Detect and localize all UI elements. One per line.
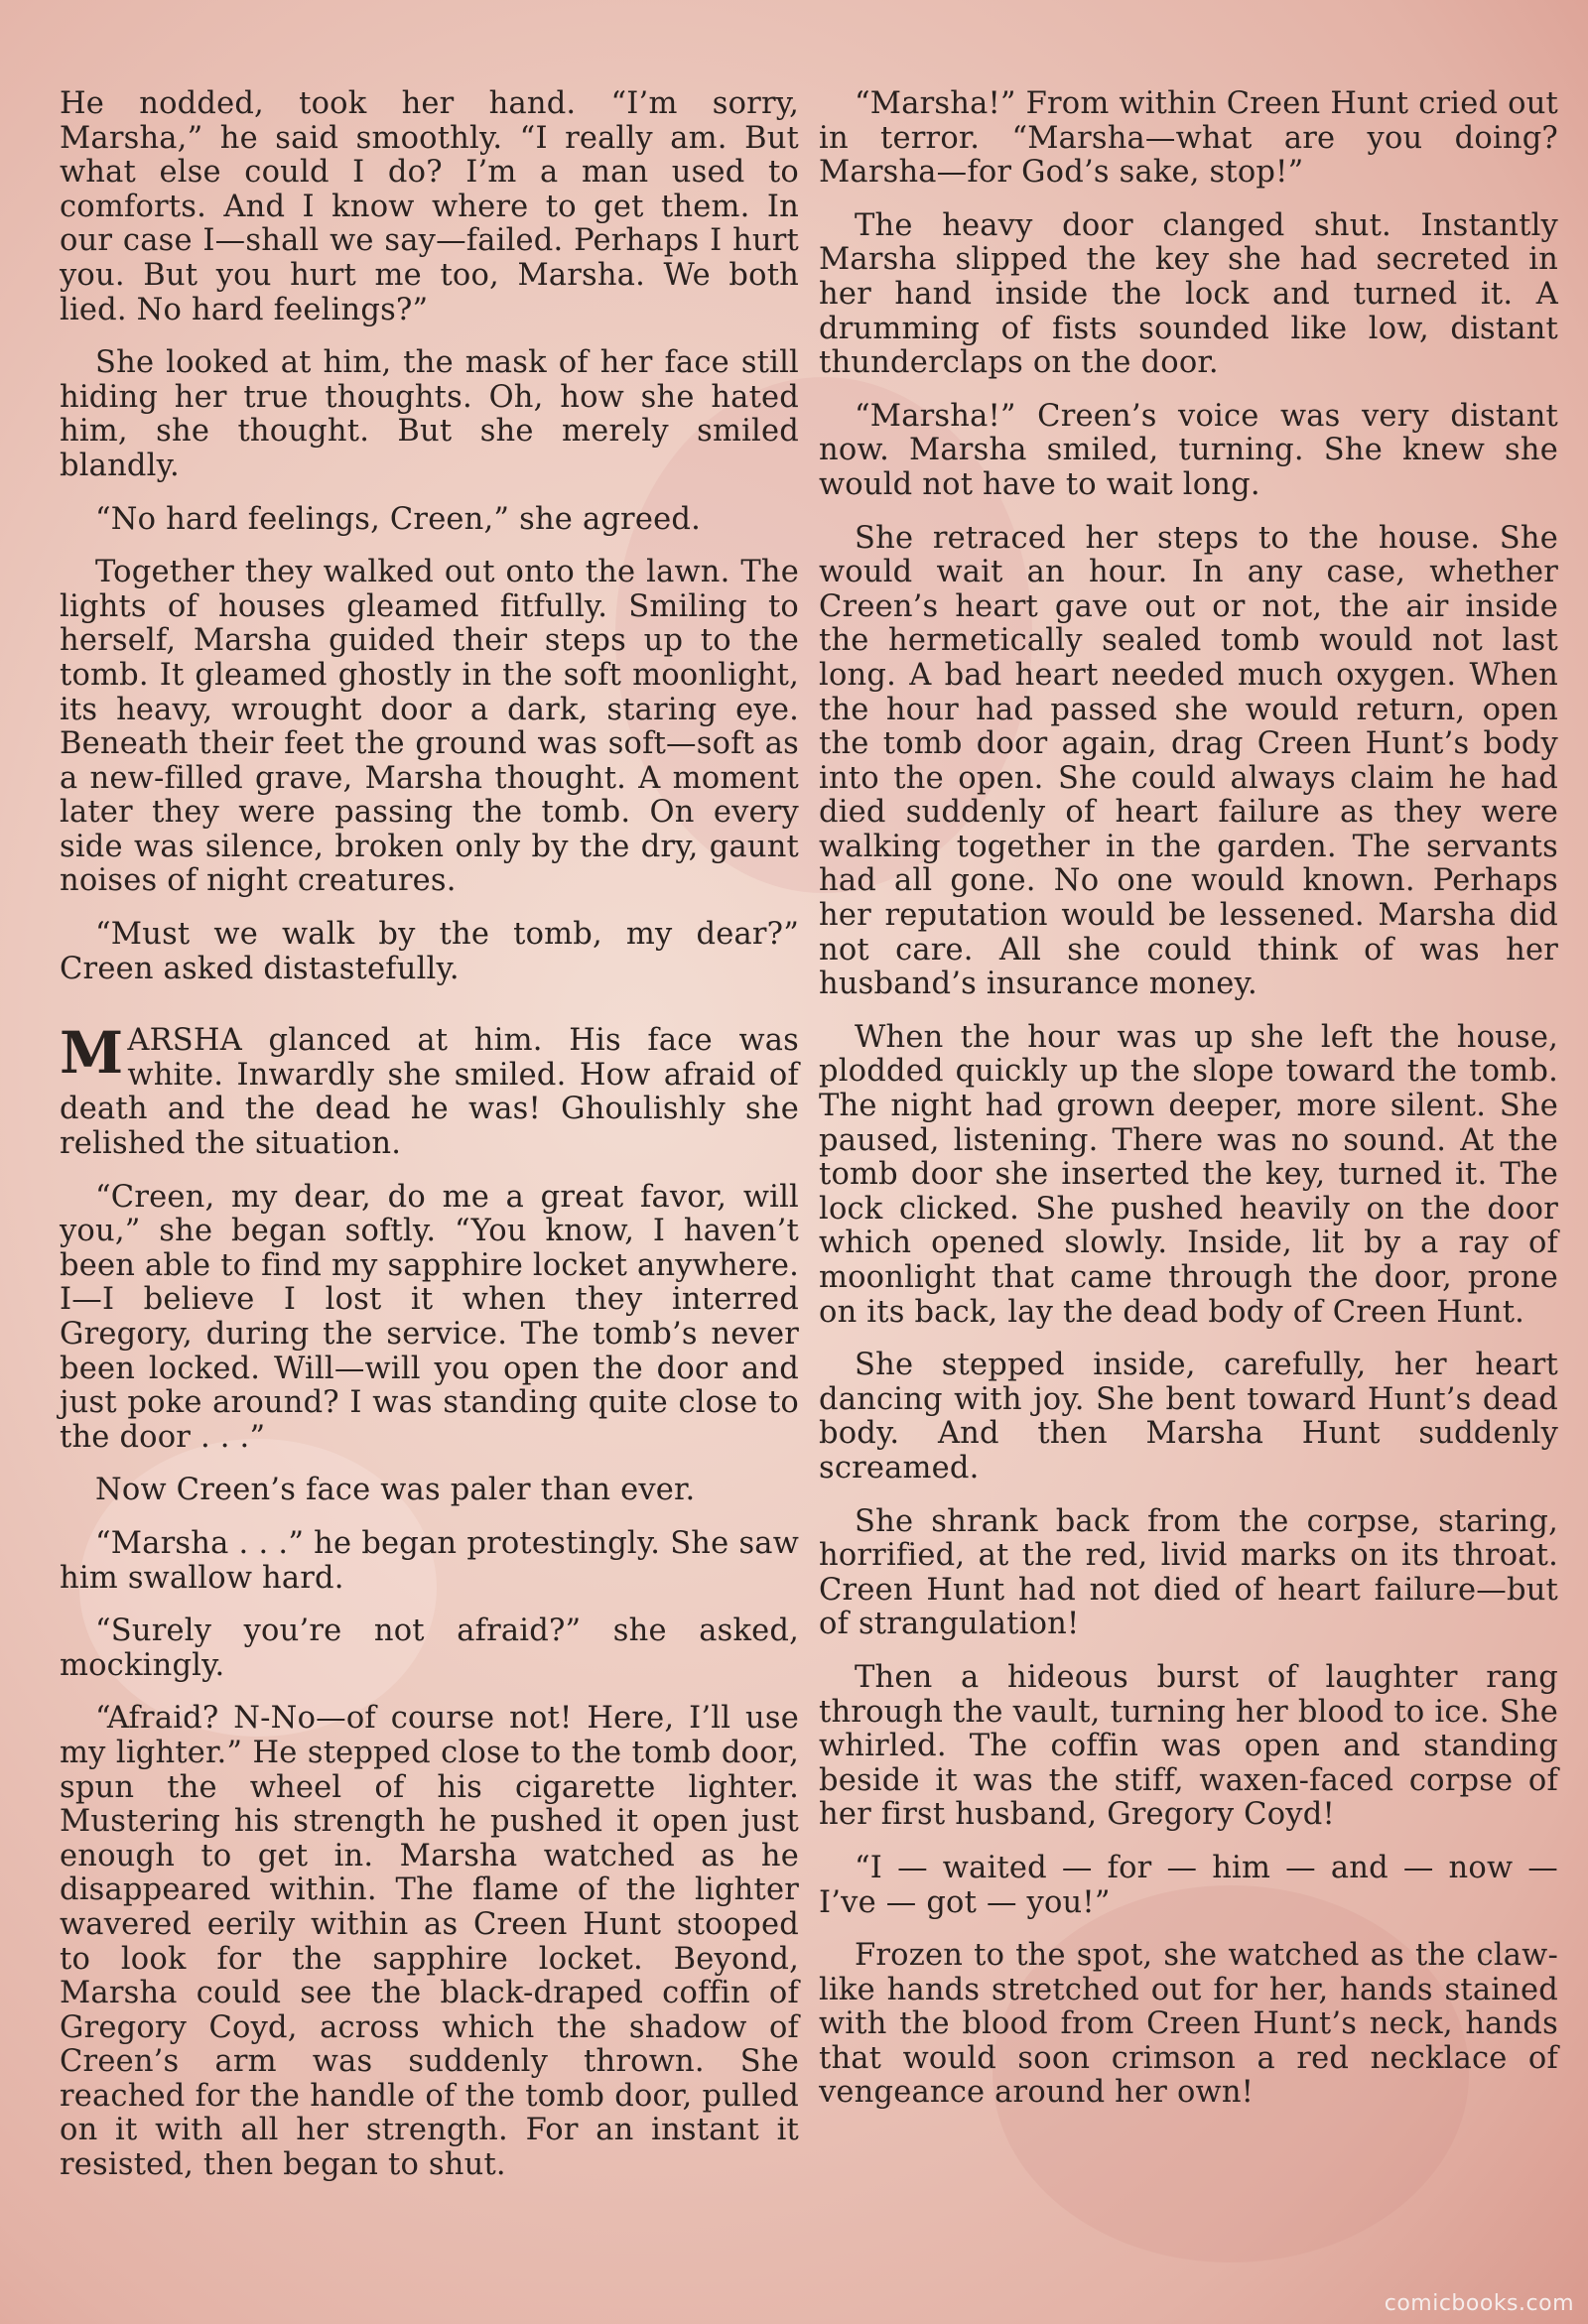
paragraph: Frozen to the spot, she watched as the claw-like hands stretched out for her, hands stained with the blood from Creen Hunt’s neck, hands that would soon crimson a red necklace of vengeance around her own! [819, 1938, 1558, 2111]
paragraph: “Surely you’re not afraid?” she asked, mockingly. [60, 1614, 799, 1683]
paragraph: He nodded, took her hand. “I’m sorry, Marsha,” he said smoothly. “I really am. But what else could I do? I’m a man used to comforts. And I know where to get them. In our case I—shall we say—failed. Perhaps I hurt you. But you hurt me too, Marsha. We both lied. No hard feelings?” [60, 86, 799, 327]
paragraph: “Afraid? N-No—of course not! Here, I’ll use my lighter.” He stepped close to the tomb door, spun the wheel of his cigarette lighter. Mustering his strength he pushed it open just enough to get in. Marsha watched as he disappeared within. The flame of the lighter wavered eerily within as Creen Hunt stooped to look for the sapphire locket. Beyond, Marsha could see the black-draped coffin of Gregory Coyd, across which the shadow of Creen’s arm was suddenly thrown. She reached for the handle of the tomb door, pulled on it with all her strength. For an instant it resisted, then began to shut. [60, 1701, 799, 2183]
paragraph: “No hard feelings, Creen,” she agreed. [95, 501, 701, 537]
paragraph: She looked at him, the mask of her face still hiding her true thoughts. Oh, how she hated him, she thought. But she merely smiled blandly. [60, 345, 799, 483]
paragraph: She stepped inside, carefully, her heart dancing with joy. She bent toward Hunt’s dead body. And then Marsha Hunt suddenly screamed. [819, 1348, 1558, 1485]
paragraph: “Marsha . . .” he began protestingly. She saw him swallow hard. [60, 1525, 799, 1596]
paragraph: “Creen, my dear, do me a great favor, will you,” she began softly. “You know, I haven’t been able to find my sapphire locket anywhere. I—I believe I lost it when they interred Gregory, during the service. The tomb’s never been locked. Will—will you open the door and just poke around? I was standing quite close to the door . . .” [60, 1179, 799, 1455]
paragraph: “Marsha!” Creen’s voice was very distant now. Marsha smiled, turning. She knew she would not have to wait long. [819, 398, 1558, 502]
paragraph: Now Creen’s face was paler than ever. [95, 1473, 696, 1508]
paragraph: “Marsha!” From within Creen Hunt cried out in terror. “Marsha—what are you doing? Marsha—for God’s sake, stop!” [819, 86, 1558, 191]
right-column [819, 87, 1558, 2130]
paragraph: Then a hideous burst of laughter rang through the vault, turning her blood to ice. She whirled. The coffin was open and standing beside it was the stiff, waxen-faced corpse of her first husband, Gregory Coyd! [819, 1659, 1558, 1833]
paragraph-text: ARSHA glanced at him. His face was white. Inwardly she smiled. How afraid of death and the dead he was! Ghoulishly she relished the situation. [60, 1023, 799, 1162]
paragraph: She retraced her steps to the house. She would wait an hour. In any case, whether Creen’s heart gave out or not, the air inside the hermetically sealed tomb would not last long. A bad heart needed much oxygen. When the hour had passed she would return, open the tomb door again, drag Creen Hunt’s body into the open. She could always claim he had died suddenly of heart failure as they were walking together in the garden. The servants had all gone. No one would known. Perhaps her reputation would be lessened. Marsha did not care. All she could think of was her husband’s insurance money. [819, 520, 1558, 1002]
paragraph: “Must we walk by the tomb, my dear?” Creen asked distastefully. [60, 917, 799, 986]
paragraph: She shrank back from the corpse, staring, horrified, at the red, livid marks on its throat. Creen Hunt had not died of heart failure—but of strangulation! [819, 1503, 1558, 1642]
drop-cap: M [60, 1019, 124, 1088]
paragraph: “I — waited — for — him — and — now — I’ve — got — you!” [819, 1850, 1558, 1920]
left-column [60, 87, 799, 2202]
paragraph: Together they walked out onto the lawn. The lights of houses gleamed fitfully. Smiling to herself, Marsha guided their steps up to the tomb. It gleamed ghostly in the soft moonlight, its heavy, wrought door a dark, staring eye. Beneath their feet the ground was soft—soft as a new-filled grave, Marsha thought. A moment later they were passing the tomb. On every side was silence, broken only by the dry, gaunt noises of night creatures. [60, 555, 799, 899]
paragraph: The heavy door clanged shut. Instantly Marsha slipped the key she had secreted in her hand inside the lock and turned it. A drumming of fists sounded like low, distant thunderclaps on the door. [819, 207, 1558, 381]
watermark: comicbooks.com [1384, 2291, 1574, 2316]
paragraph: When the hour was up she left the house, plodded quickly up the slope toward the tomb. The night had grown deeper, more silent. She paused, listening. There was no sound. At the tomb door she inserted the key, turned it. The lock clicked. She pushed heavily on the door which opened slowly. Inside, lit by a ray of moonlight that came through the door, prone on its back, lay the dead body of Creen Hunt. [819, 1019, 1558, 1330]
dropcap-paragraph [60, 1019, 799, 1162]
